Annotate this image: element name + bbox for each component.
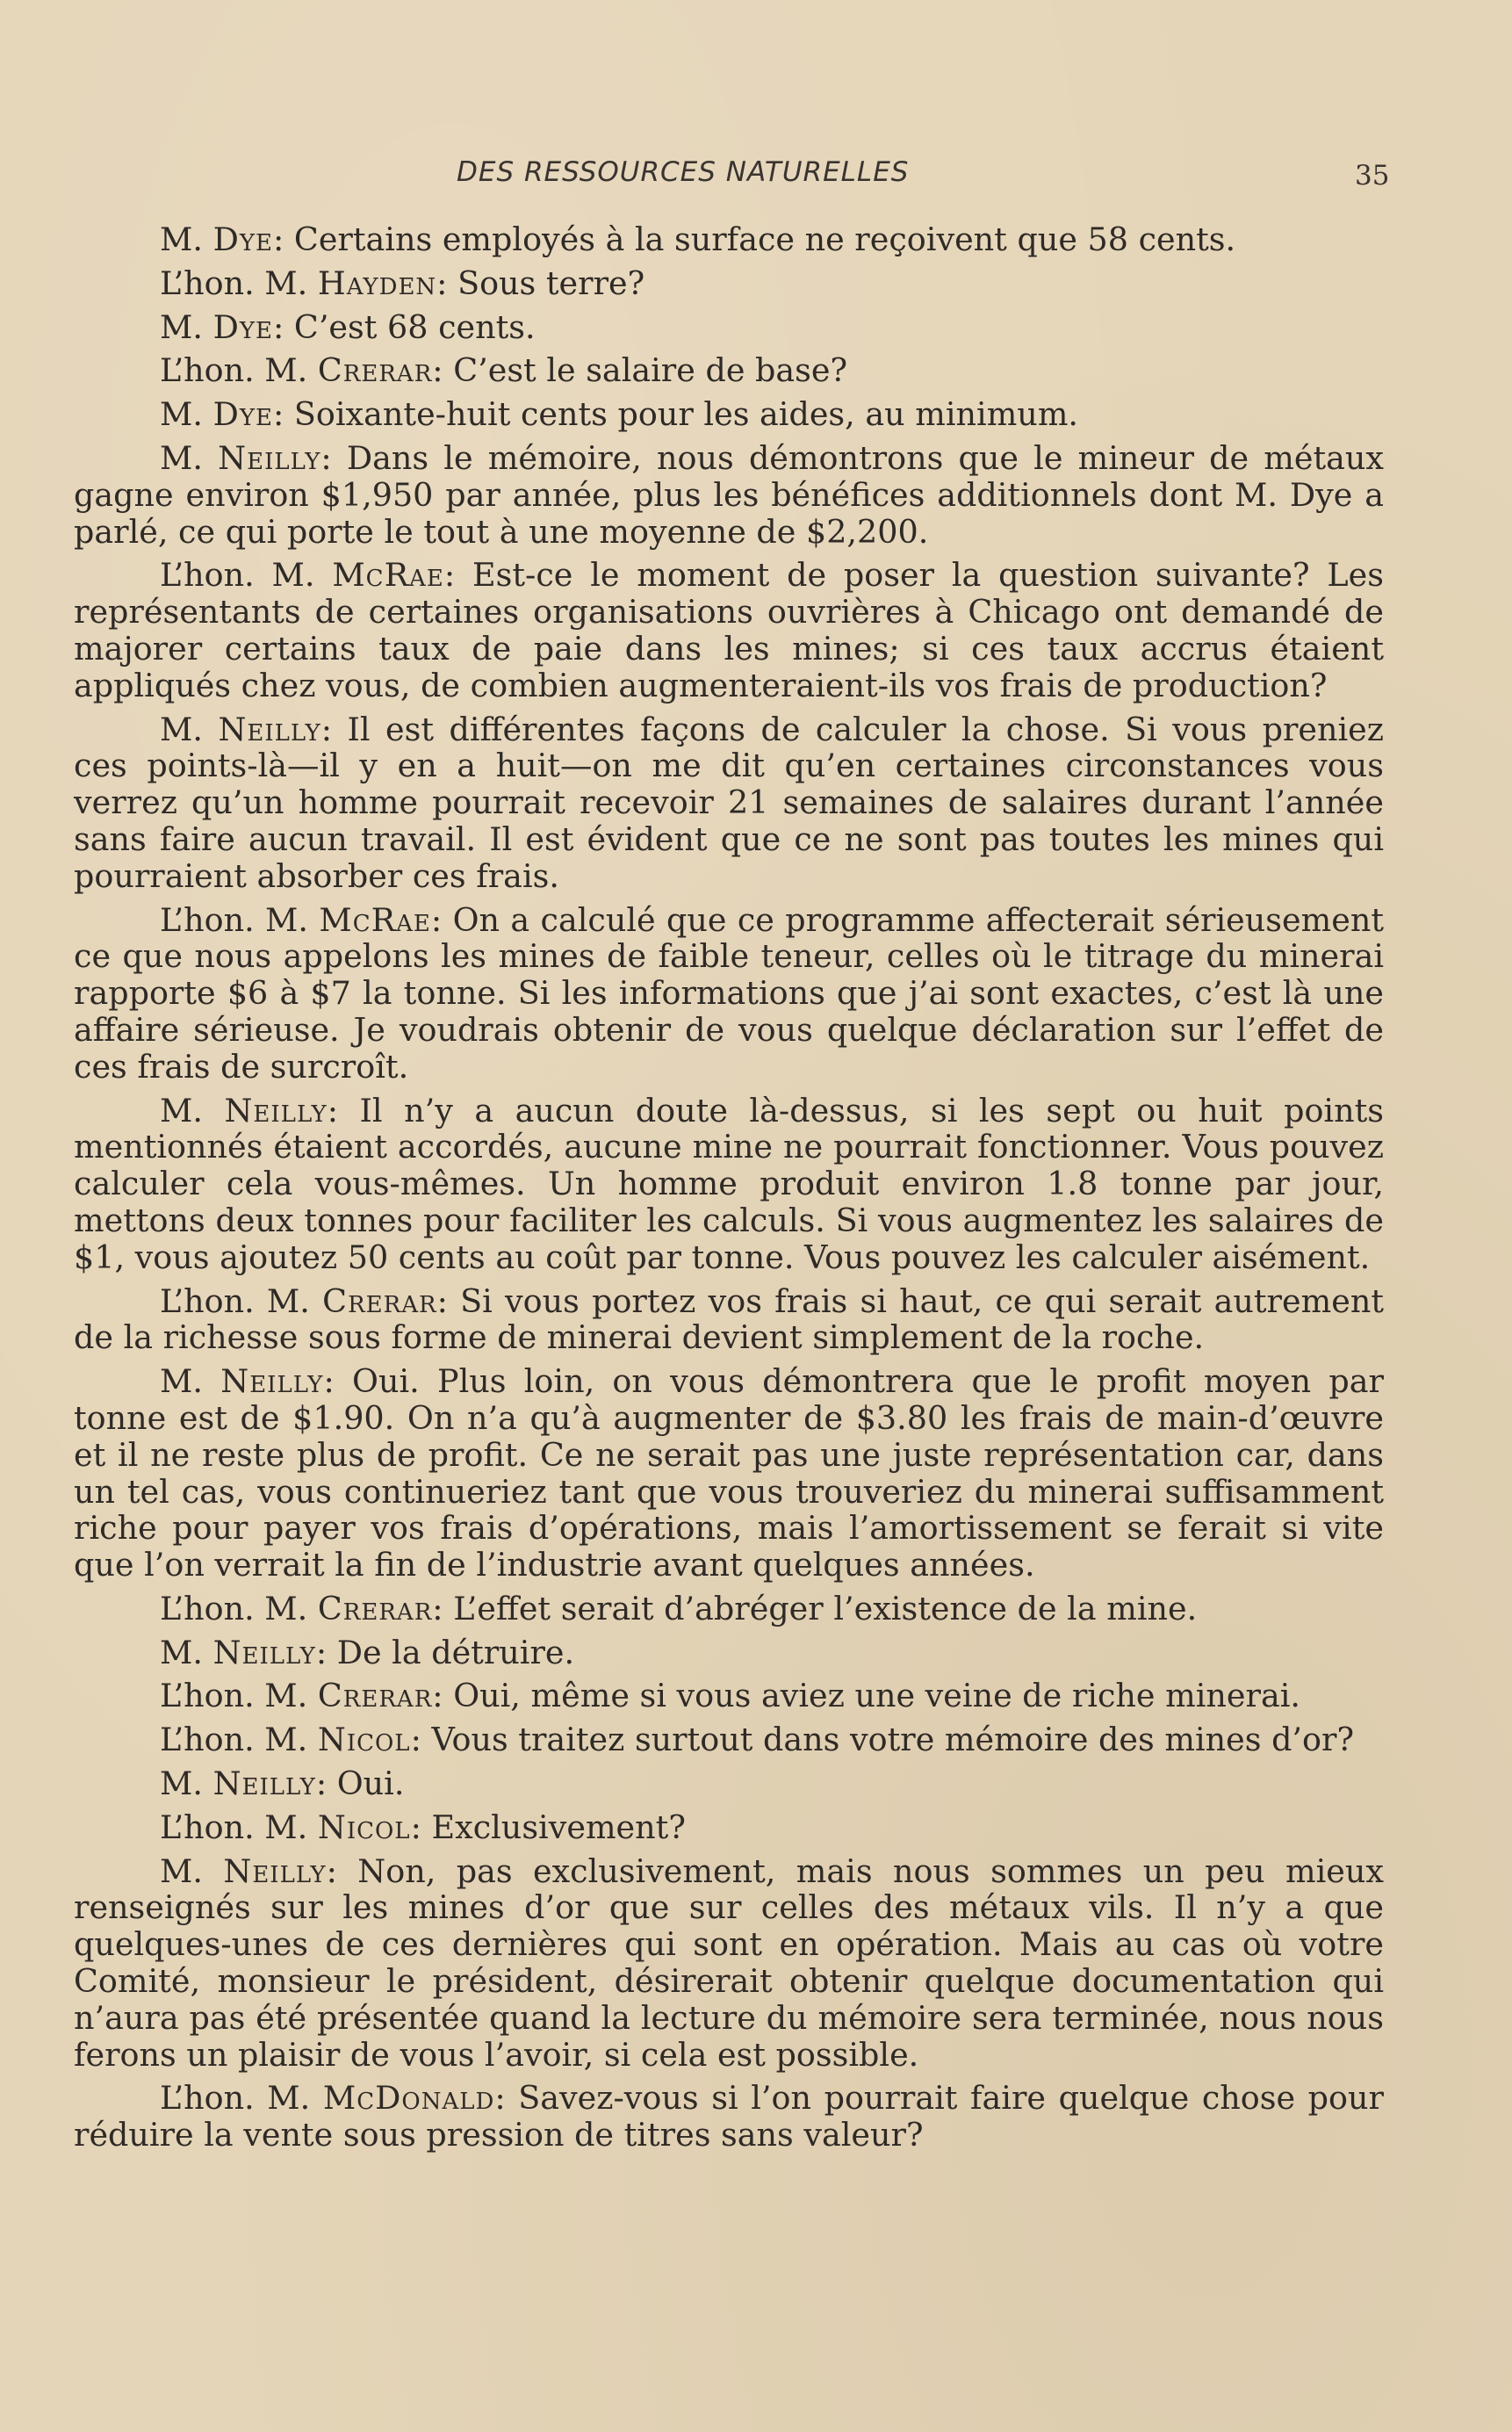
paragraph-text: : Il n’y a aucun doute là-dessus, si les sept ou huit points mentionnés étaient accordés, aucune mine ne pourrait fonctionner. Vous pouvez calculer cela vous-mêmes. Un homme produit environ 1.8 tonne par jour, mettons deux tonnes pour faciliter les calculs. Si vous augmentez les salaires de $1, vous ajoutez 50 cents au coût par tonne. Vous pouvez les calculer aisément. xyxy=(74,1091,1384,1276)
speaker-prefix: M. xyxy=(160,220,213,258)
speaker-prefix: L’hon. M. xyxy=(160,351,318,390)
paragraph-text: : Non, pas exclusivement, mais nous sommes un peu mieux renseignés sur les mines d’or que sur celles des métaux vils. Il n’y a que quelques-unes de ces dernières qui sont en opération. Mais au cas où votre Comité, monsieur le président, désirerait obtenir quelque documentation qui n’aura pas été présentée quand la lecture du mémoire sera terminée, nous nous ferons un plaisir de vous l’avoir, si cela est possible. xyxy=(74,1851,1384,2074)
running-head xyxy=(0,156,1512,197)
paragraph-text: : Oui. xyxy=(315,1764,405,1803)
paragraph xyxy=(74,1721,1384,1758)
paragraph xyxy=(74,557,1384,704)
speaker-name: Dye xyxy=(212,307,273,346)
speaker-name: Nicol xyxy=(317,1721,411,1759)
speaker-prefix: M. xyxy=(160,1091,225,1129)
speaker-prefix: M. xyxy=(160,307,213,346)
paragraph-text: : Exclusivement? xyxy=(410,1808,686,1846)
paragraph xyxy=(74,1363,1384,1584)
paragraph xyxy=(74,396,1384,433)
paragraph-text: : Soixante-huit cents pour les aides, au minimum. xyxy=(273,395,1079,434)
paragraph xyxy=(74,352,1384,389)
paragraph xyxy=(74,2080,1384,2154)
paragraph-text: : Savez-vous si l’on pourrait faire quelque chose pour réduire la vente sous pression de titres sans valeur? xyxy=(74,2079,1384,2154)
speaker-prefix: L’hon. M. xyxy=(160,1808,318,1846)
speaker-name: Hayden xyxy=(317,263,437,302)
speaker-prefix: M. xyxy=(160,710,219,748)
paragraph xyxy=(74,1853,1384,2074)
paragraph-text: : Certains employés à la surface ne reçoivent que 58 cents. xyxy=(273,220,1236,258)
page-body xyxy=(74,221,1384,2161)
page-number: 35 xyxy=(1355,160,1390,191)
speaker-prefix: L’hon. M. xyxy=(160,1677,318,1715)
paragraph xyxy=(74,1093,1384,1276)
paragraph xyxy=(74,711,1384,895)
paragraph-text: : De la détruire. xyxy=(315,1633,575,1671)
speaker-prefix: L’hon. M. xyxy=(160,1589,318,1627)
speaker-name: Nicol xyxy=(317,1808,411,1846)
running-title: DES RESSOURCES NATURELLES xyxy=(457,156,910,188)
paragraph-text: : C’est le salaire de base? xyxy=(432,351,848,390)
speaker-name: Dye xyxy=(212,395,273,434)
speaker-prefix: L’hon. M. xyxy=(160,900,320,939)
speaker-prefix: M. xyxy=(160,438,219,477)
paragraph-text: : L’effet serait d’abréger l’existence de la mine. xyxy=(432,1589,1198,1627)
paragraph xyxy=(74,1809,1384,1846)
paragraph-text: : Il est différentes façons de calculer la chose. Si vous preniez ces points-là—il y en a huit—on me dit qu’en certaines circonstances vous verrez qu’un homme pourrait recevoir 21 semaines de salaires durant l’année sans faire aucun travail. Il est évident que ce ne sont pas toutes les mines qui pourraient absorber ces frais. xyxy=(74,710,1385,895)
speaker-name: Neilly xyxy=(212,1764,316,1803)
speaker-name: Neilly xyxy=(224,1091,328,1129)
speaker-prefix: L’hon. M. xyxy=(160,556,333,595)
paragraph-text: : Sous terre? xyxy=(436,263,645,302)
speaker-name: Crerar xyxy=(317,1677,433,1715)
paragraph xyxy=(74,902,1384,1086)
speaker-prefix: L’hon. M. xyxy=(160,2079,323,2118)
speaker-name: Neilly xyxy=(223,1851,327,1890)
paragraph xyxy=(74,1591,1384,1627)
speaker-name: McRae xyxy=(319,900,431,939)
paragraph xyxy=(74,309,1384,346)
paragraph-text: : C’est 68 cents. xyxy=(273,307,536,346)
speaker-prefix: M. xyxy=(160,1851,224,1890)
speaker-name: Neilly xyxy=(218,710,321,748)
speaker-name: Crerar xyxy=(317,1589,433,1627)
paragraph xyxy=(74,1678,1384,1714)
speaker-prefix: M. xyxy=(160,1764,213,1803)
paragraph-text: : Vous traitez surtout dans votre mémoire des mines d’or? xyxy=(410,1721,1355,1759)
speaker-prefix: M. xyxy=(160,395,213,434)
paragraph xyxy=(74,1765,1384,1802)
speaker-name: Neilly xyxy=(218,438,321,477)
speaker-name: Dye xyxy=(212,220,273,258)
paragraph xyxy=(74,221,1384,258)
paragraph-text: : Oui, même si vous aviez une veine de riche minerai. xyxy=(432,1677,1301,1715)
speaker-prefix: L’hon. M. xyxy=(160,263,318,302)
speaker-name: McDonald xyxy=(322,2079,495,2118)
paragraph-text: : Dans le mémoire, nous démontrons que le mineur de métaux gagne environ $1,950 par année, plus les bénéfices additionnels dont M. Dye a parlé, ce qui porte le tout à une moyenne de $2,200. xyxy=(74,438,1384,551)
speaker-prefix: L’hon. M. xyxy=(160,1721,318,1759)
speaker-prefix: M. xyxy=(160,1362,221,1401)
paragraph xyxy=(74,1635,1384,1671)
paragraph xyxy=(74,1283,1384,1357)
speaker-name: McRae xyxy=(332,556,444,595)
paragraph-text: : On a calculé que ce programme affecterait sérieusement ce que nous appelons les mines de faible teneur, celles où le titrage du minerai rapporte $6 à $7 la tonne. Si les informations que j’ai sont exactes, c’est là une affaire sérieuse. Je voudrais obtenir de vous quelque déclaration sur l’effet de ces frais de surcroît. xyxy=(74,900,1384,1086)
speaker-prefix: L’hon. M. xyxy=(160,1281,323,1320)
paragraph-text: : Oui. Plus loin, on vous démontrera que le profit moyen par tonne est de $1.90. On n’a qu’à augmenter de $3.80 les frais de main-d’œuvre et il ne reste plus de profit. Ce ne serait pas une juste représentation car, dans un tel cas, vous continueriez tant que vous trouveriez du minerai suffisamment riche pour payer vos frais d’opérations, mais l’amortissement se ferait si vite que l’on verrait la fin de l’industrie avant quelques années. xyxy=(74,1362,1385,1584)
paragraph xyxy=(74,440,1384,550)
paragraph-text: : Si vous portez vos frais si haut, ce qui serait autrement de la richesse sous forme de minerai devient simplement de la roche. xyxy=(74,1281,1384,1357)
speaker-prefix: M. xyxy=(160,1633,213,1671)
speaker-name: Crerar xyxy=(322,1281,437,1320)
speaker-name: Neilly xyxy=(212,1633,316,1671)
speaker-name: Neilly xyxy=(220,1362,324,1401)
paragraph xyxy=(74,265,1384,302)
speaker-name: Crerar xyxy=(317,351,433,390)
paragraph-text: : Est-ce le moment de poser la question suivante? Les représentants de certaines organisations ouvrières à Chicago ont demandé de majorer certains taux de paie dans les mines; si ces taux accrus étaient appliqués chez vous, de combien augmenteraient-ils vos frais de production? xyxy=(74,556,1384,704)
